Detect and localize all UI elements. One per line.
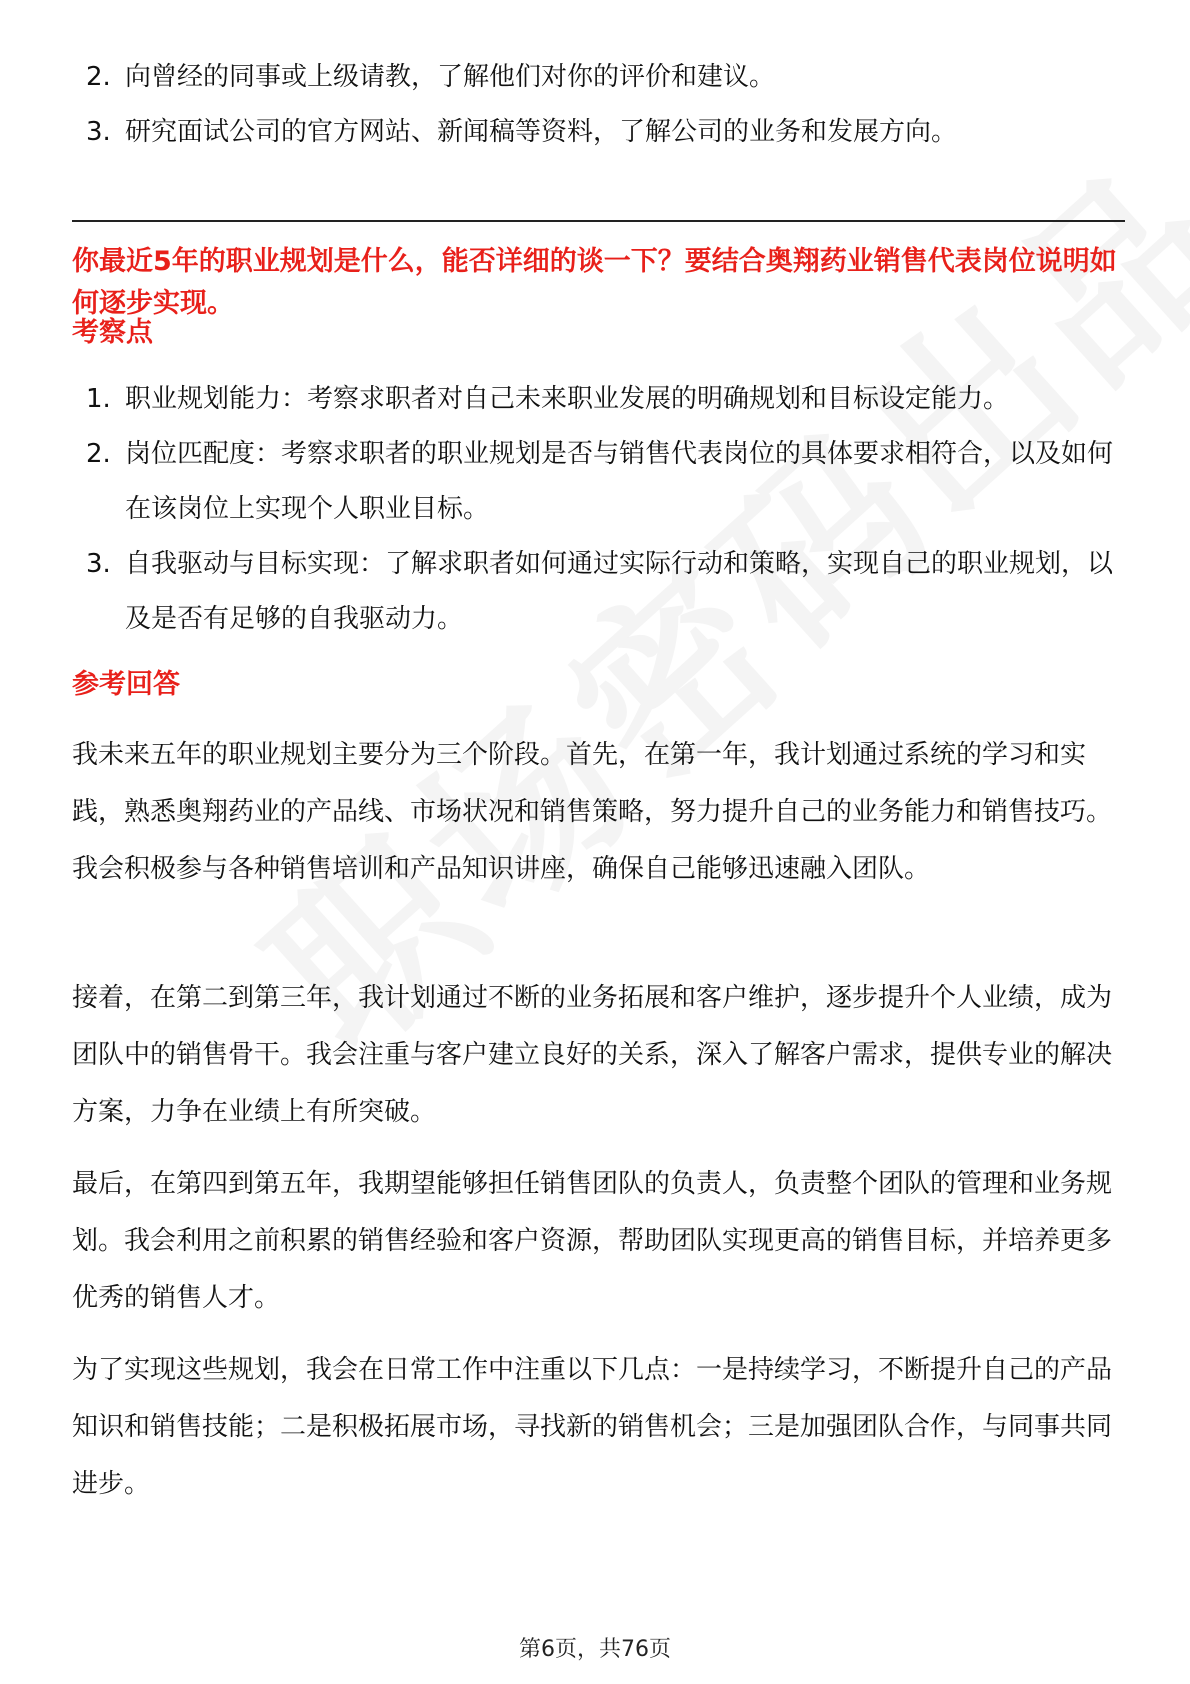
list-number: 2.	[86, 439, 111, 469]
section-title-kaocha: 考察点	[72, 317, 153, 348]
question-heading: 你最近5年的职业规划是什么，能否详细的谈一下？要结合奥翔药业销售代表岗位说明如何逐步实现。	[72, 246, 1117, 319]
list-number: 1.	[86, 384, 111, 414]
list-text: 向曾经的同事或上级请教，了解他们对你的评价和建议。	[125, 62, 776, 92]
list-item	[0, 372, 1190, 427]
list-item	[0, 105, 1190, 160]
list-text: 研究面试公司的官方网站、新闻稿等资料，了解公司的业务和发展方向。	[125, 117, 958, 147]
kaocha-list	[0, 372, 1190, 647]
list-item	[0, 427, 1190, 537]
previous-tips-list	[0, 50, 1190, 160]
section-title-answer: 参考回答	[72, 669, 180, 700]
list-number: 3.	[86, 117, 111, 147]
page-footer: 第6页，共76页	[519, 1637, 671, 1662]
list-text: 岗位匹配度：考察求职者的职业规划是否与销售代表岗位的具体要求相符合，以及如何在该岗位上实现个人职业目标。	[125, 439, 1114, 524]
answer-paragraph: 我未来五年的职业规划主要分为三个阶段。首先，在第一年，我计划通过系统的学习和实践，熟悉奥翔药业的产品线、市场状况和销售策略，努力提升自己的业务能力和销售技巧。我会积极参与各种销售培训和产品知识讲座，确保自己能够迅速融入团队。	[72, 740, 1113, 884]
answer-paragraph: 最后，在第四到第五年，我期望能够担任销售团队的负责人，负责整个团队的管理和业务规划。我会利用之前积累的销售经验和客户资源，帮助团队实现更高的销售目标，并培养更多优秀的销售人才。	[72, 1169, 1113, 1313]
answer-paragraph: 接着，在第二到第三年，我计划通过不断的业务拓展和客户维护，逐步提升个人业绩，成为团队中的销售骨干。我会注重与客户建立良好的关系，深入了解客户需求，提供专业的解决方案，力争在业绩上有所突破。	[72, 983, 1113, 1127]
list-item	[0, 50, 1190, 105]
section-divider	[72, 220, 1125, 222]
list-number: 2.	[86, 62, 111, 92]
list-text: 自我驱动与目标实现：了解求职者如何通过实际行动和策略，实现自己的职业规划，以及是否有足够的自我驱动力。	[125, 549, 1114, 634]
list-text: 职业规划能力：考察求职者对自己未来职业发展的明确规划和目标设定能力。	[125, 384, 1010, 414]
list-item	[0, 537, 1190, 647]
list-number: 3.	[86, 549, 111, 579]
answer-paragraph: 为了实现这些规划，我会在日常工作中注重以下几点：一是持续学习，不断提升自己的产品知识和销售技能；二是积极拓展市场，寻找新的销售机会；三是加强团队合作，与同事共同进步。	[72, 1355, 1113, 1499]
